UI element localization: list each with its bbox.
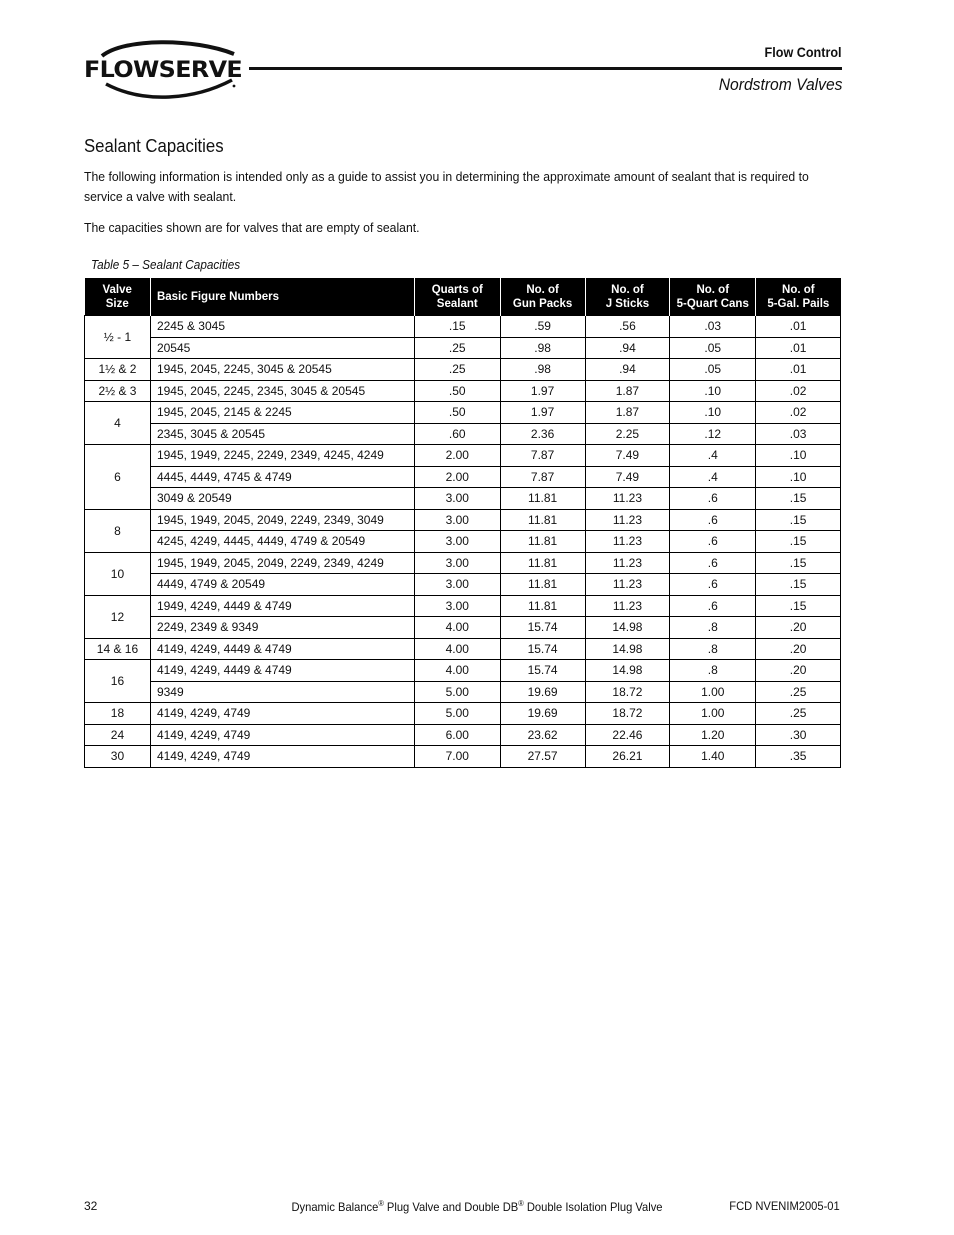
- quarts-cell: 2.00: [414, 466, 500, 488]
- logo-wordmark: FLOWSERVE: [84, 57, 243, 83]
- figure-numbers-cell: 2249, 2349 & 9349: [150, 617, 414, 639]
- gun-packs-cell: 27.57: [500, 746, 585, 768]
- section-title: Sealant Capacities: [84, 136, 224, 156]
- valve-size-cell: 14 & 16: [85, 638, 151, 660]
- valve-size-cell: 16: [85, 660, 151, 703]
- table-row: [85, 746, 841, 768]
- table-row: [85, 531, 841, 553]
- header-quarts: Quarts of Sealant: [414, 278, 500, 316]
- gun-packs-cell: 1.97: [500, 380, 585, 402]
- j-sticks-cell: .56: [585, 316, 670, 338]
- gal-pails-cell: .03: [756, 423, 841, 445]
- gun-packs-cell: 11.81: [500, 595, 585, 617]
- j-sticks-cell: 26.21: [585, 746, 670, 768]
- j-sticks-cell: 11.23: [585, 531, 670, 553]
- quart-cans-cell: .10: [670, 380, 756, 402]
- gal-pails-cell: .20: [756, 660, 841, 682]
- quarts-cell: 7.00: [414, 746, 500, 768]
- quart-cans-cell: 1.00: [670, 681, 756, 703]
- quart-cans-cell: .8: [670, 660, 756, 682]
- table-header-row: [85, 278, 841, 316]
- j-sticks-cell: 11.23: [585, 574, 670, 596]
- j-sticks-cell: 11.23: [585, 509, 670, 531]
- quarts-cell: 3.00: [414, 531, 500, 553]
- valve-size-cell: 10: [85, 552, 151, 595]
- figure-numbers-cell: 1945, 1949, 2045, 2049, 2249, 2349, 3049: [150, 509, 414, 531]
- table-row: [85, 316, 841, 338]
- header-division: Flow Control: [765, 44, 842, 60]
- table-row: [85, 681, 841, 703]
- gal-pails-cell: .15: [756, 531, 841, 553]
- table-row: [85, 724, 841, 746]
- quarts-cell: .15: [414, 316, 500, 338]
- page-number: 32: [84, 1199, 98, 1213]
- valve-size-cell: 2½ & 3: [85, 380, 151, 402]
- table-row: [85, 552, 841, 574]
- header-quart-cans: No. of 5-Quart Cans: [670, 278, 756, 316]
- quarts-cell: 3.00: [414, 552, 500, 574]
- gal-pails-cell: .02: [756, 380, 841, 402]
- figure-numbers-cell: 1945, 1949, 2045, 2049, 2249, 2349, 4249: [150, 552, 414, 574]
- figure-numbers-cell: 1945, 2045, 2245, 2345, 3045 & 20545: [150, 380, 414, 402]
- gal-pails-cell: .01: [756, 316, 841, 338]
- j-sticks-cell: .94: [585, 337, 670, 359]
- quarts-cell: 6.00: [414, 724, 500, 746]
- valve-size-cell: 8: [85, 509, 151, 552]
- gun-packs-cell: 15.74: [500, 660, 585, 682]
- gun-packs-cell: .59: [500, 316, 585, 338]
- gal-pails-cell: .10: [756, 466, 841, 488]
- figure-numbers-cell: 2245 & 3045: [150, 316, 414, 338]
- j-sticks-cell: 14.98: [585, 617, 670, 639]
- table-row: [85, 617, 841, 639]
- table-row: [85, 703, 841, 725]
- quarts-cell: 4.00: [414, 617, 500, 639]
- gal-pails-cell: .15: [756, 509, 841, 531]
- quart-cans-cell: .12: [670, 423, 756, 445]
- gal-pails-cell: .01: [756, 337, 841, 359]
- figure-numbers-cell: 3049 & 20549: [150, 488, 414, 510]
- quarts-cell: 4.00: [414, 638, 500, 660]
- header-gun-packs: No. of Gun Packs: [500, 278, 585, 316]
- quarts-cell: 5.00: [414, 681, 500, 703]
- header-gal-pails: No. of 5-Gal. Pails: [756, 278, 841, 316]
- gun-packs-cell: 11.81: [500, 552, 585, 574]
- table-row: [85, 638, 841, 660]
- j-sticks-cell: 14.98: [585, 638, 670, 660]
- quart-cans-cell: .6: [670, 595, 756, 617]
- gal-pails-cell: .25: [756, 703, 841, 725]
- gal-pails-cell: .02: [756, 402, 841, 424]
- valve-size-cell: 6: [85, 445, 151, 510]
- note-paragraph: The capacities shown are for valves that are empty of sealant.: [84, 220, 420, 235]
- figure-numbers-cell: 9349: [150, 681, 414, 703]
- gal-pails-cell: .01: [756, 359, 841, 381]
- flowserve-logo: [84, 40, 244, 102]
- gal-pails-cell: .15: [756, 595, 841, 617]
- gal-pails-cell: .15: [756, 574, 841, 596]
- gun-packs-cell: .98: [500, 337, 585, 359]
- valve-size-cell: 30: [85, 746, 151, 768]
- quarts-cell: 3.00: [414, 488, 500, 510]
- figure-numbers-cell: 4445, 4449, 4745 & 4749: [150, 466, 414, 488]
- j-sticks-cell: 14.98: [585, 660, 670, 682]
- valve-size-cell: 1½ & 2: [85, 359, 151, 381]
- table-row: [85, 445, 841, 467]
- table-row: [85, 402, 841, 424]
- valve-size-cell: ½ - 1: [85, 316, 151, 359]
- gal-pails-cell: .35: [756, 746, 841, 768]
- sealant-capacities-table: [84, 278, 841, 768]
- quart-cans-cell: .6: [670, 509, 756, 531]
- table-row: [85, 423, 841, 445]
- j-sticks-cell: 2.25: [585, 423, 670, 445]
- gun-packs-cell: 15.74: [500, 638, 585, 660]
- j-sticks-cell: 11.23: [585, 552, 670, 574]
- j-sticks-cell: 18.72: [585, 681, 670, 703]
- gun-packs-cell: 7.87: [500, 445, 585, 467]
- quart-cans-cell: .4: [670, 466, 756, 488]
- quart-cans-cell: .03: [670, 316, 756, 338]
- j-sticks-cell: 11.23: [585, 488, 670, 510]
- quarts-cell: .25: [414, 337, 500, 359]
- j-sticks-cell: 22.46: [585, 724, 670, 746]
- gun-packs-cell: 11.81: [500, 531, 585, 553]
- figure-numbers-cell: 4149, 4249, 4449 & 4749: [150, 660, 414, 682]
- gal-pails-cell: .15: [756, 488, 841, 510]
- header-rule: [249, 67, 842, 70]
- gal-pails-cell: .15: [756, 552, 841, 574]
- valve-size-cell: 18: [85, 703, 151, 725]
- table-row: [85, 337, 841, 359]
- figure-numbers-cell: 4149, 4249, 4449 & 4749: [150, 638, 414, 660]
- figure-numbers-cell: 2345, 3045 & 20545: [150, 423, 414, 445]
- gun-packs-cell: 2.36: [500, 423, 585, 445]
- figure-numbers-cell: 4245, 4249, 4445, 4449, 4749 & 20549: [150, 531, 414, 553]
- quart-cans-cell: 1.00: [670, 703, 756, 725]
- table-row: [85, 574, 841, 596]
- gun-packs-cell: 15.74: [500, 617, 585, 639]
- quart-cans-cell: 1.40: [670, 746, 756, 768]
- intro-paragraph: The following information is intended only as a guide to assist you in determining the approximate amount of sealant that is required to service a valve with sealant.: [84, 169, 809, 204]
- quart-cans-cell: .6: [670, 488, 756, 510]
- header-figure-numbers: Basic Figure Numbers: [150, 278, 414, 316]
- j-sticks-cell: .94: [585, 359, 670, 381]
- quarts-cell: 3.00: [414, 509, 500, 531]
- valve-size-cell: 12: [85, 595, 151, 638]
- figure-numbers-cell: 1945, 2045, 2145 & 2245: [150, 402, 414, 424]
- table-caption: Table 5 – Sealant Capacities: [91, 258, 241, 272]
- header-product-line: Nordstrom Valves: [718, 75, 842, 94]
- quarts-cell: 2.00: [414, 445, 500, 467]
- table-row: [85, 595, 841, 617]
- quart-cans-cell: .05: [670, 337, 756, 359]
- header-j-sticks: No. of J Sticks: [585, 278, 670, 316]
- quarts-cell: 3.00: [414, 595, 500, 617]
- quart-cans-cell: .6: [670, 531, 756, 553]
- gun-packs-cell: 7.87: [500, 466, 585, 488]
- gal-pails-cell: .20: [756, 638, 841, 660]
- table-row: [85, 660, 841, 682]
- quarts-cell: .50: [414, 380, 500, 402]
- gun-packs-cell: 11.81: [500, 509, 585, 531]
- figure-numbers-cell: 4149, 4249, 4749: [150, 703, 414, 725]
- quart-cans-cell: .8: [670, 638, 756, 660]
- quarts-cell: .60: [414, 423, 500, 445]
- figure-numbers-cell: 4149, 4249, 4749: [150, 724, 414, 746]
- gal-pails-cell: .30: [756, 724, 841, 746]
- gal-pails-cell: .10: [756, 445, 841, 467]
- header-valve-size: Valve Size: [85, 278, 151, 316]
- valve-size-cell: 24: [85, 724, 151, 746]
- footer-document-code: FCD NVENIM2005-01: [729, 1199, 840, 1213]
- quart-cans-cell: 1.20: [670, 724, 756, 746]
- quarts-cell: .25: [414, 359, 500, 381]
- table-row: [85, 488, 841, 510]
- quart-cans-cell: .10: [670, 402, 756, 424]
- quarts-cell: 5.00: [414, 703, 500, 725]
- quart-cans-cell: .6: [670, 552, 756, 574]
- figure-numbers-cell: 4449, 4749 & 20549: [150, 574, 414, 596]
- figure-numbers-cell: 1949, 4249, 4449 & 4749: [150, 595, 414, 617]
- j-sticks-cell: 7.49: [585, 445, 670, 467]
- quart-cans-cell: .05: [670, 359, 756, 381]
- table-row: [85, 466, 841, 488]
- quart-cans-cell: .8: [670, 617, 756, 639]
- gun-packs-cell: 23.62: [500, 724, 585, 746]
- gun-packs-cell: 19.69: [500, 703, 585, 725]
- figure-numbers-cell: 4149, 4249, 4749: [150, 746, 414, 768]
- gun-packs-cell: 19.69: [500, 681, 585, 703]
- quarts-cell: .50: [414, 402, 500, 424]
- quarts-cell: 4.00: [414, 660, 500, 682]
- footer-document-title: Dynamic Balance® Plug Valve and Double DB® Double Isolation Plug Valve: [291, 1199, 663, 1214]
- figure-numbers-cell: 1945, 1949, 2245, 2249, 2349, 4245, 4249: [150, 445, 414, 467]
- j-sticks-cell: 11.23: [585, 595, 670, 617]
- valve-size-cell: 4: [85, 402, 151, 445]
- gal-pails-cell: .20: [756, 617, 841, 639]
- table-row: [85, 359, 841, 381]
- gun-packs-cell: 11.81: [500, 488, 585, 510]
- j-sticks-cell: 1.87: [585, 380, 670, 402]
- j-sticks-cell: 18.72: [585, 703, 670, 725]
- figure-numbers-cell: 20545: [150, 337, 414, 359]
- j-sticks-cell: 1.87: [585, 402, 670, 424]
- table-row: [85, 509, 841, 531]
- gun-packs-cell: 1.97: [500, 402, 585, 424]
- j-sticks-cell: 7.49: [585, 466, 670, 488]
- gun-packs-cell: 11.81: [500, 574, 585, 596]
- gal-pails-cell: .25: [756, 681, 841, 703]
- quart-cans-cell: .4: [670, 445, 756, 467]
- quart-cans-cell: .6: [670, 574, 756, 596]
- figure-numbers-cell: 1945, 2045, 2245, 3045 & 20545: [150, 359, 414, 381]
- gun-packs-cell: .98: [500, 359, 585, 381]
- quarts-cell: 3.00: [414, 574, 500, 596]
- table-row: [85, 380, 841, 402]
